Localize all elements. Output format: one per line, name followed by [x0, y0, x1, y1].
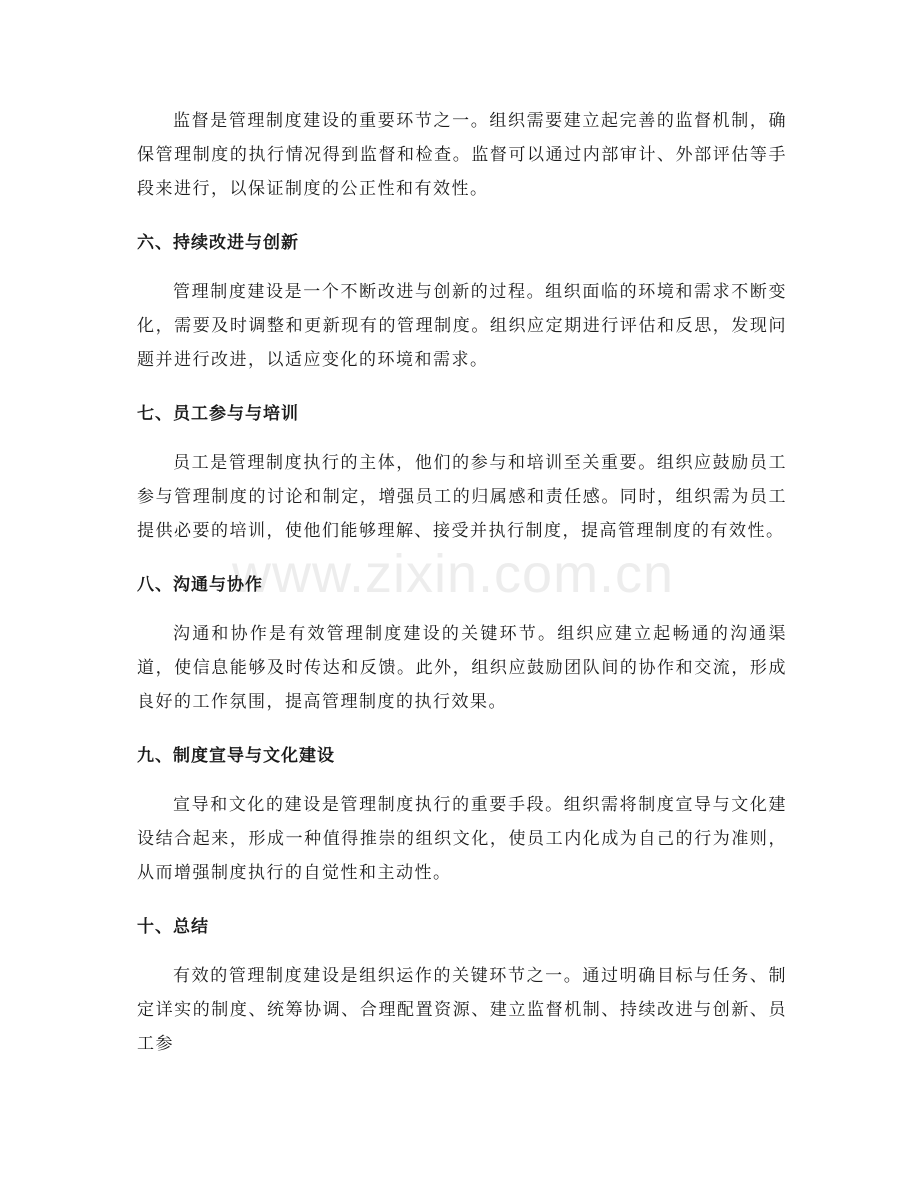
paragraph-employee-participation: 员工是管理制度执行的主体，他们的参与和培训至关重要。组织应鼓励员工参与管理制度的讨论和制定，增强员工的归属感和责任感。同时，组织需为员工提供必要的培训，使他们能够理解、接受并执行制度，提高管理制度的有效性。 — [137, 453, 787, 541]
paragraph-continuous-improvement: 管理制度建设是一个不断改进与创新的过程。组织面临的环境和需求不断变化，需要及时调整和更新现有的管理制度。组织应定期进行评估和反思，发现问题并进行改进，以适应变化的环境和需求。 — [137, 282, 787, 370]
heading-continuous-improvement: 六、持续改进与创新 — [137, 233, 299, 253]
watermark: www.zixin.com.cn — [232, 544, 675, 604]
paragraph-supervision: 监督是管理制度建设的重要环节之一。组织需要建立起完善的监督机制，确保管理制度的执行情况得到监督和检查。监督可以通过内部审计、外部评估等手段来进行，以保证制度的公正性和有效性。 — [137, 111, 787, 199]
paragraph-communication: 沟通和协作是有效管理制度建设的关键环节。组织应建立起畅通的沟通渠道，使信息能够及时传达和反馈。此外，组织应鼓励团队间的协作和交流，形成良好的工作氛围，提高管理制度的执行效果。 — [137, 624, 787, 712]
document-body — [137, 104, 787, 1061]
paragraph-culture: 宣导和文化的建设是管理制度执行的重要手段。组织需将制度宣导与文化建设结合起来，形成一种值得推崇的组织文化，使员工内化成为自己的行为准则，从而增强制度执行的自觉性和主动性。 — [137, 795, 787, 883]
heading-communication: 八、沟通与协作 — [137, 575, 263, 595]
heading-summary: 十、总结 — [137, 917, 209, 937]
paragraph-summary: 有效的管理制度建设是组织运作的关键环节之一。通过明确目标与任务、制定详实的制度、统筹协调、合理配置资源、建立监督机制、持续改进与创新、员工参 — [137, 966, 787, 1054]
heading-employee-participation: 七、员工参与与培训 — [137, 404, 299, 424]
heading-culture: 九、制度宣导与文化建设 — [137, 746, 335, 766]
